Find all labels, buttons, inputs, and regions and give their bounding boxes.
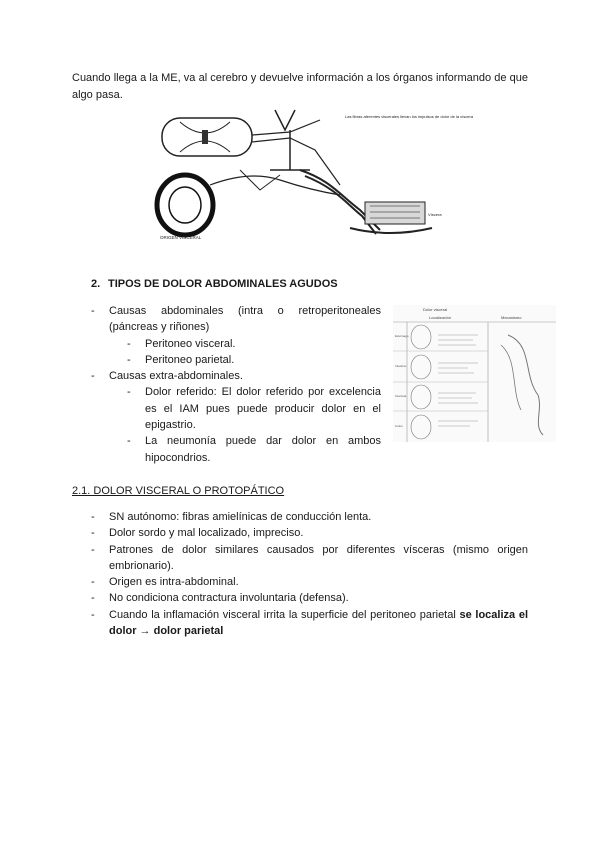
section-2-1-list	[91, 509, 528, 639]
section-2-title: TIPOS DE DOLOR ABDOMINALES AGUDOS	[108, 278, 338, 290]
list-item: - Causas abdominales (intra o retroperitoneales (páncreas y riñones)	[91, 305, 381, 334]
list-item: - Cuando la inflamación visceral irrita la superficie del peritoneo parietal se localiza el dolor → dolor parietal	[91, 608, 528, 638]
item-text: Cuando la inflamación visceral irrita la superficie del peritoneo parietal	[109, 608, 460, 621]
figure2-row: Intestino	[395, 364, 407, 368]
figure2-row: Colon	[395, 424, 403, 428]
figure1-right-label: Víscera	[428, 212, 442, 217]
list-item: - Origen es intra-abdominal.	[91, 576, 239, 589]
list-item: - Patrones de dolor similares causados por diferentes vísceras (mismo origen embrionario).	[91, 543, 528, 572]
section-2-number: 2.	[91, 278, 101, 290]
figure2-row: Estómago	[395, 334, 409, 338]
list-item: - Peritoneo parietal.	[127, 353, 235, 366]
figure1-top-label: Las fibras aferentes viscerales llevan los impulsos de dolor de la víscera	[345, 114, 474, 119]
list-item: - No condiciona contractura involuntaria (defensa).	[91, 592, 349, 605]
intro-paragraph: Cuando llega a la ME, va al cerebro y devuelve información a los órganos informando de que algo pasa.	[72, 72, 528, 101]
figure1-bottom-label: ORIGEN VISCERAL	[160, 235, 202, 240]
item-bold-text: se localiza el dolor → dolor parietal	[109, 608, 528, 638]
list-item: - Causas extra-abdominales.	[91, 370, 243, 383]
list-item: - SN autónomo: fibras amielínicas de conducción lenta.	[91, 511, 372, 523]
section-2-list	[91, 303, 381, 466]
figure2-col2: Mecanismo	[501, 315, 522, 320]
section-2-1-heading: 2.1. DOLOR VISCERAL O PROTOPÁTICO	[72, 485, 285, 497]
list-item: - Peritoneo visceral.	[127, 337, 236, 350]
list-item: - Dolor referido: El dolor referido por excelencia es el IAM pues puede producir dolor en el epigastrio.	[127, 386, 381, 432]
figure2-title: Dolor visceral	[423, 307, 448, 312]
list-item: - La neumonía puede dar dolor en ambos hipocondrios.	[127, 435, 381, 464]
figure2-row: Vesícula	[395, 394, 407, 398]
nerve-pathway-diagram	[140, 110, 474, 245]
visceral-pain-table-figure	[393, 305, 556, 442]
section-2-heading	[91, 278, 338, 290]
figure2-col1: Localización	[429, 315, 452, 320]
list-item: - Dolor sordo y mal localizado, impreciso.	[91, 527, 304, 540]
